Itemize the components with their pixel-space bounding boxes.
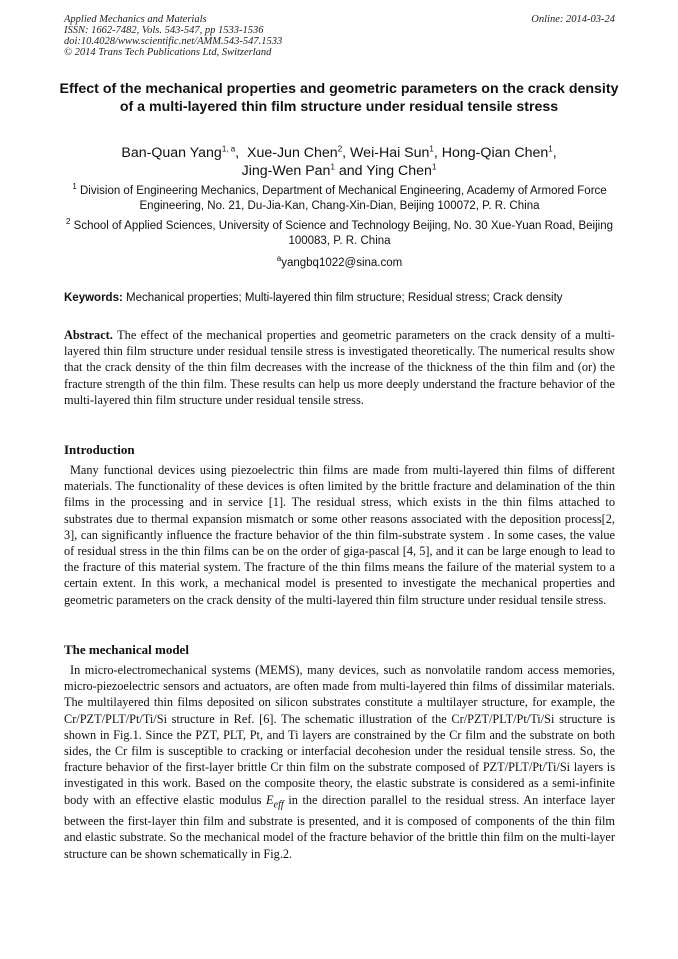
affiliation-2: [64, 219, 615, 249]
affiliation-marker: 1: [72, 182, 77, 192]
journal-header: [64, 14, 615, 58]
affiliation-marker: 2: [66, 217, 71, 227]
email-marker: a: [276, 254, 282, 264]
author-affil-marker: 1: [548, 144, 553, 154]
author-affil-marker: 1: [431, 162, 437, 172]
affiliation-1: [64, 184, 615, 214]
abstract-text: The effect of the mechanical properties and geometric parameters on the crack density of a multi-layered thin film structure under residual tensile stress is investigated theoretically. The numerical results show that the crack density of the thin film decreases with the increase of the thickness of the thin film and (or) the fracture strength of the thin film. These results can help us more deeply understand the fracture behavior of the multi-layered thin film structure under residual tensile stress.: [64, 328, 616, 407]
mechanical-model-paragraph: In micro-electromechanical systems (MEMS), many devices, such as nonvolatile random access memories, micro-piezoelectric sensors and actuators, are often made from multi-layered thin films of dissimilar materials. The multilayered thin films deposited on silicon substrates constitute a multilayer structure, for example, the Cr/PZT/PLT/Pt/Ti/Si structure in Ref. [6]. The schematic illustration of the Cr/PZT/PLT/Pt/Ti/Si structure is shown in Fig.1. Since the PZT, PLT, Pt, and Ti layers are constrained by the Cr film and the substrate on both sides, the Cr film is susceptible to cracking or interfacial decohesion under the residual tensile stress. So, the fracture behavior of the first-layer brittle Cr thin film on the substrate composed of PZT/PLT/Pt/Ti/Si layers is investigated in this work. Based on the composite theory, the elastic substrate is considered as a semi-infinite body with an effective elastic modulus $E_{eff}$ in the direction parallel to the residual stress. An interface layer between the first-layer thin film and substrate is presented, and it is composed of components of the thin film and elastic substrate. So the mechanical model of the fracture behavior of the brittle thin film on the multi-layer structure can be shown schematically in Fig.2.: [64, 663, 615, 861]
email-address: yangbq1022@sina.com: [281, 257, 403, 269]
mechanical-model-heading: The mechanical model: [64, 642, 189, 657]
online-date: Online: 2014-03-24: [531, 14, 615, 25]
affiliation-text: School of Applied Sciences, University of Science and Technology Beijing, No. 30 Xue-Yuan Road, Beijing 100083, P. R. China: [73, 220, 613, 247]
abstract: [64, 327, 615, 408]
author-name: Ying Chen: [366, 163, 432, 179]
modulus-symbol: $E_{eff}$: [266, 792, 284, 811]
author-list: Ban-Quan Yang$^{1, a}$, Xue-Jun Chen$^2$, Wei-Hai Sun$^1$, Hong-Qian Chen$^1$, Jing-Wen Pan$^1$ and Ying Chen$^1$: [121, 144, 557, 179]
author-affil-marker: 1: [429, 144, 434, 154]
journal-name: Applied Mechanics and Materials: [64, 14, 207, 25]
author-name: Jing-Wen Pan: [241, 163, 331, 179]
author-name: Ban-Quan Yang: [121, 145, 222, 161]
abstract-label: Abstract.: [64, 328, 113, 342]
keywords: [64, 291, 615, 306]
author-affil-marker: 1, a: [221, 144, 236, 154]
affiliation-text: Division of Engineering Mechanics, Department of Mechanical Engineering, Academy of Armored Force Engineering, No. 21, Du-Jia-Kan, Chang-Xin-Dian, Beijing 100072, P. R. China: [79, 185, 607, 212]
author-name: Xue-Jun Chen: [247, 145, 338, 161]
contact-email: [64, 256, 615, 271]
paper-title: Effect of the mechanical properties and geometric parameters on the crack density of a multi-layered thin film structure under residual tensile stress: [59, 81, 619, 115]
author-name: Wei-Hai Sun: [350, 145, 430, 161]
keywords-text: Mechanical properties; Multi-layered thin film structure; Residual stress; Crack density: [126, 292, 563, 304]
author-name: Hong-Qian Chen: [441, 145, 549, 161]
doi-line: doi:10.4028/www.scientific.net/AMM.543-547.1533: [64, 36, 283, 47]
issn-line: ISSN: 1662-7482, Vols. 543-547, pp 1533-1536: [64, 25, 264, 36]
introduction-paragraph: Many functional devices using piezoelectric thin films are made from multi-layered thin films of different materials. The functionality of these devices is often limited by the brittle fracture and delamination of the thin films in the processing and in service [1]. The residual stress, which exists in the thin films attached to substrates due to thermal expansion mismatch or some other reasons associated with the deposition process[2, 3], can significantly influence the fracture behavior of the thin film-substrate system . In some cases, the value of residual stress in the thin films can be on the order of giga-pascal [4, 5], and it can be large enough to lead to the fracture of this material system. The fracture of the thin films means the failure of the material system to a certain extent. In this work, a mechanical model is presented to investigate the mechanical properties and geometric parameters on the crack density of the multi-layered thin film structure under residual tensile stress.: [64, 463, 615, 607]
introduction-heading: Introduction: [64, 442, 135, 457]
copyright-line: © 2014 Trans Tech Publications Ltd, Switzerland: [64, 47, 272, 58]
author-affil-marker: 2: [337, 144, 343, 154]
keywords-label: Keywords:: [64, 292, 123, 304]
author-affil-marker: 1: [330, 162, 335, 172]
